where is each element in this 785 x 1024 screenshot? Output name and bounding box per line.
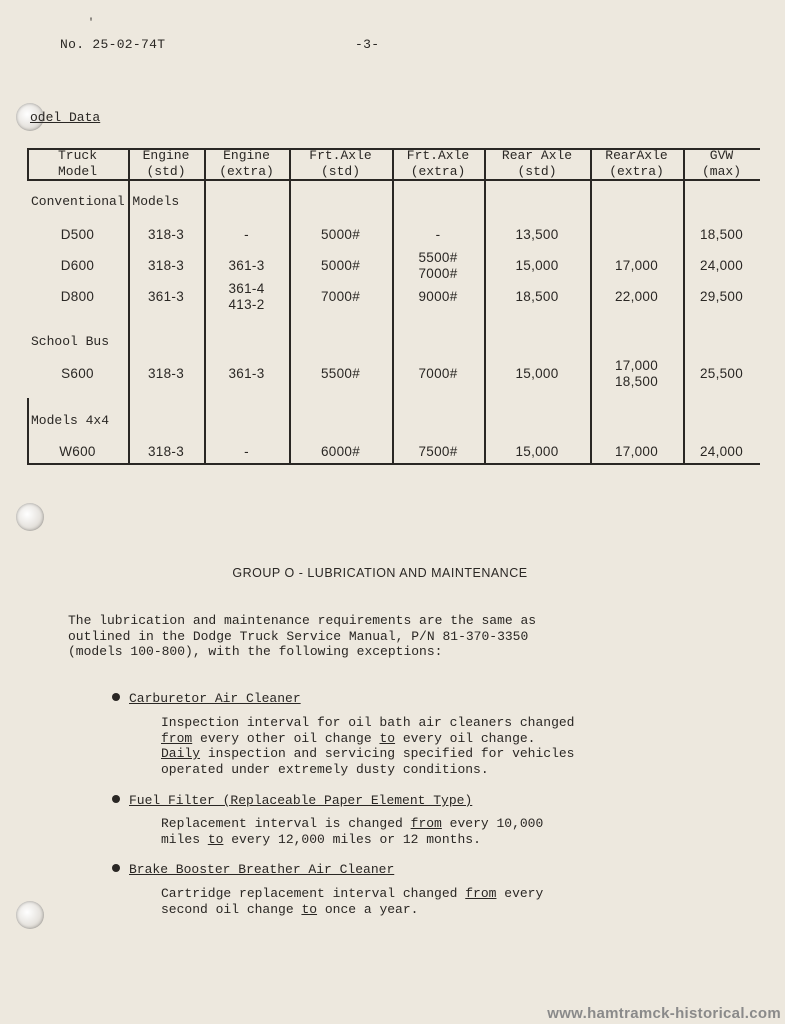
site-watermark: www.hamtramck-historical.com bbox=[547, 1005, 781, 1022]
column-header-frt-axle-extra: Frt.Axle (extra) bbox=[406, 148, 470, 179]
column-header-truck-model: Truck Model bbox=[57, 148, 97, 179]
cell-frt-axle-extra: 7500# bbox=[418, 444, 458, 459]
exception-title: Carburetor Air Cleaner bbox=[129, 691, 301, 706]
page-number: -3- bbox=[355, 37, 380, 52]
cell-engine-std: 361-3 bbox=[147, 289, 185, 304]
column-header-frt-axle-std: Frt.Axle (std) bbox=[309, 148, 372, 179]
group-heading: GROUP O - LUBRICATION AND MAINTENANCE bbox=[232, 566, 528, 580]
column-divider bbox=[484, 148, 486, 463]
column-divider bbox=[289, 148, 291, 463]
cell-frt-axle-std: 6000# bbox=[320, 444, 361, 459]
cell-frt-axle-extra: - bbox=[435, 227, 441, 242]
cell-frt-axle-std: 5000# bbox=[320, 227, 361, 242]
group-label-conventional: Conventional Models bbox=[31, 194, 180, 209]
cell-frt-axle-std: 5500# bbox=[320, 366, 361, 381]
exception-description bbox=[161, 715, 574, 777]
cell-rear-axle-std: 15,000 bbox=[515, 258, 559, 273]
model-data-table bbox=[27, 148, 760, 465]
cell-model: D500 bbox=[60, 227, 95, 242]
description-line: Daily inspection and servicing specified for vehicles bbox=[161, 746, 575, 761]
bullet-icon bbox=[112, 795, 120, 803]
description-line: second oil change to once a year. bbox=[161, 901, 419, 917]
cell-rear-axle-std: 15,000 bbox=[515, 366, 559, 381]
column-divider bbox=[683, 148, 685, 463]
document-number: No. 25-02-74T bbox=[60, 37, 166, 52]
description-line: miles to every 12,000 miles or 12 months. bbox=[161, 831, 481, 847]
exception-title: Fuel Filter (Replaceable Paper Element Type) bbox=[129, 793, 473, 808]
intro-paragraph bbox=[68, 613, 536, 660]
cell-rear-axle-extra: 22,000 bbox=[614, 289, 659, 304]
binder-hole-bottom bbox=[16, 901, 44, 929]
group-label-school-bus: School Bus bbox=[31, 334, 110, 349]
exception-description bbox=[161, 816, 543, 847]
description-line: Cartridge replacement interval changed from every bbox=[161, 886, 544, 901]
column-header-rear-axle-std: Rear Axle (std) bbox=[501, 148, 573, 179]
cell-gvw: 24,000 bbox=[699, 444, 744, 459]
cell-engine-std: 318-3 bbox=[147, 444, 185, 459]
cell-rear-axle-std: 13,500 bbox=[515, 227, 559, 242]
description-line: from every other oil change to every oil change. bbox=[161, 730, 536, 746]
cell-engine-extra: 361-3 bbox=[228, 366, 265, 381]
column-header-rear-axle-extra: RearAxle (extra) bbox=[605, 148, 668, 179]
cell-engine-extra: 361-4 413-2 bbox=[228, 281, 265, 312]
exception-item-fuel-filter bbox=[112, 793, 472, 808]
exception-item-brake-booster bbox=[112, 862, 394, 877]
margin-mark: ' bbox=[88, 18, 95, 29]
cell-model: D800 bbox=[60, 289, 95, 304]
binder-hole-middle bbox=[16, 503, 44, 531]
exception-description bbox=[161, 886, 543, 917]
bullet-icon bbox=[112, 864, 120, 872]
cell-engine-extra: - bbox=[244, 444, 249, 459]
column-header-gvw: GVW (max) bbox=[701, 148, 741, 179]
description-line: Replacement interval is changed from every 10,000 bbox=[161, 816, 544, 831]
cell-model: D600 bbox=[60, 258, 95, 273]
section-title: odel Data bbox=[30, 110, 101, 125]
bullet-icon bbox=[112, 693, 120, 701]
cell-frt-axle-std: 5000# bbox=[320, 258, 361, 273]
description-line: operated under extremely dusty conditions. bbox=[161, 761, 489, 777]
cell-rear-axle-extra: 17,000 bbox=[614, 444, 659, 459]
cell-gvw: 18,500 bbox=[699, 227, 744, 242]
cell-engine-std: 318-3 bbox=[147, 366, 185, 381]
cell-engine-std: 318-3 bbox=[147, 258, 185, 273]
intro-line: The lubrication and maintenance requirements are the same as bbox=[68, 613, 537, 628]
cell-rear-axle-extra: 17,000 bbox=[614, 258, 659, 273]
cell-frt-axle-extra: 7000# bbox=[418, 366, 458, 381]
column-header-engine-std: Engine (std) bbox=[142, 148, 190, 179]
intro-line: (models 100-800), with the following exceptions: bbox=[68, 644, 443, 659]
cell-model: S600 bbox=[61, 366, 94, 381]
cell-engine-extra: - bbox=[244, 227, 249, 242]
column-header-engine-extra: Engine (extra) bbox=[219, 148, 274, 179]
exception-title: Brake Booster Breather Air Cleaner bbox=[129, 862, 395, 877]
cell-model: W600 bbox=[59, 444, 96, 459]
cell-gvw: 24,000 bbox=[699, 258, 744, 273]
cell-rear-axle-extra: 17,000 18,500 bbox=[614, 358, 659, 389]
column-divider bbox=[590, 148, 592, 463]
intro-line: outlined in the Dodge Truck Service Manual, P/N 81-370-3350 bbox=[68, 628, 529, 644]
cell-frt-axle-extra: 5500# 7000# bbox=[418, 250, 458, 281]
cell-frt-axle-extra: 9000# bbox=[418, 289, 458, 304]
cell-rear-axle-std: 15,000 bbox=[515, 444, 559, 459]
group-label-4x4: Models 4x4 bbox=[31, 413, 110, 428]
cell-gvw: 25,500 bbox=[699, 366, 744, 381]
cell-rear-axle-std: 18,500 bbox=[515, 289, 559, 304]
exception-item-carburetor bbox=[112, 691, 301, 706]
cell-gvw: 29,500 bbox=[699, 289, 744, 304]
description-line: Inspection interval for oil bath air cleaners changed bbox=[161, 715, 575, 730]
cell-frt-axle-std: 7000# bbox=[320, 289, 361, 304]
cell-engine-extra: 361-3 bbox=[228, 258, 265, 273]
cell-engine-std: 318-3 bbox=[147, 227, 185, 242]
column-divider bbox=[392, 148, 394, 463]
table-bottom-rule bbox=[27, 463, 760, 465]
